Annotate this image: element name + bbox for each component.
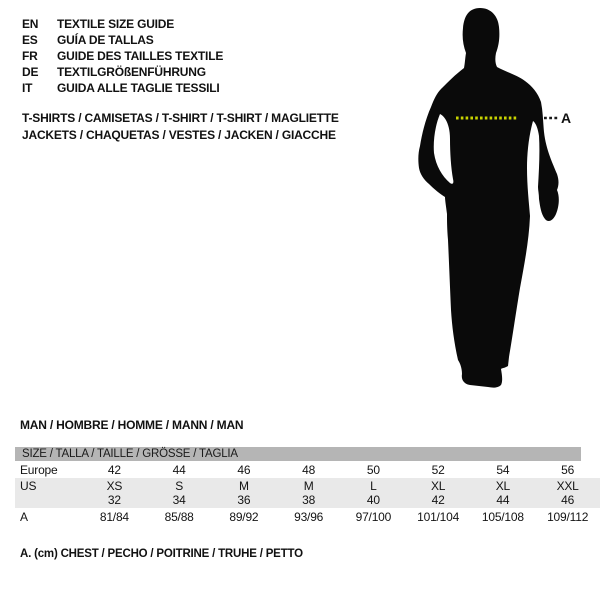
language-code: EN: [22, 17, 39, 31]
size-cell: L: [370, 478, 377, 493]
language-row-es: [22, 32, 223, 48]
size-cell: XL: [430, 478, 446, 493]
size-cell: 109/112: [547, 510, 589, 524]
language-label: GUIDE DES TAILLES TEXTILE: [57, 49, 224, 63]
section-title-man: MAN / HOMBRE / HOMME / MANN / MAN: [20, 418, 244, 432]
size-cell: 56: [561, 462, 575, 477]
size-cell: 40: [366, 493, 380, 507]
size-cell: 38: [302, 493, 316, 507]
size-cell: 54: [496, 462, 510, 477]
table-row-numeric: [15, 493, 600, 508]
size-cell: 105/108: [481, 510, 524, 524]
size-cell: S: [175, 478, 184, 493]
table-row-europe: [15, 461, 600, 478]
language-title-block: [22, 16, 223, 96]
man-silhouette-figure: [400, 0, 600, 400]
language-row-it: [22, 80, 223, 96]
size-table: [15, 447, 600, 526]
size-cell: 46: [561, 493, 575, 507]
man-silhouette-shape: [418, 8, 558, 388]
language-code: IT: [22, 81, 33, 95]
size-cell: 97/100: [355, 510, 392, 524]
measure-label-a: A: [561, 110, 572, 126]
row-label: US: [20, 478, 37, 493]
size-cell: 34: [172, 493, 186, 507]
language-code: ES: [22, 33, 38, 47]
language-label: TEXTILGRÖßENFÜHRUNG: [57, 65, 206, 79]
size-cell: M: [303, 478, 314, 493]
language-row-de: [22, 64, 223, 80]
size-cell: 46: [237, 462, 251, 477]
size-cell: 81/84: [99, 510, 129, 524]
category-line-tshirts: T-SHIRTS / CAMISETAS / T-SHIRT / T-SHIRT / MAGLIETTE: [22, 111, 339, 125]
size-cell: 36: [237, 493, 251, 507]
language-label: TEXTILE SIZE GUIDE: [57, 17, 175, 31]
language-row-fr: [22, 48, 223, 64]
language-code: DE: [22, 65, 39, 79]
size-cell: XL: [495, 478, 511, 493]
size-cell: 50: [366, 462, 380, 477]
size-cell: 44: [172, 462, 186, 477]
language-label: GUÍA DE TALLAS: [57, 33, 154, 47]
size-table-header: SIZE / TALLA / TAILLE / GRÖSSE / TAGLIA: [15, 447, 581, 461]
size-cell: 52: [431, 462, 445, 477]
category-line-jackets: JACKETS / CHAQUETAS / VESTES / JACKEN / GIACCHE: [22, 128, 336, 142]
size-cell: 32: [107, 493, 121, 507]
table-row-us: [15, 478, 600, 493]
size-cell: 42: [431, 493, 445, 507]
table-row-chest-cm: [15, 508, 600, 526]
garment-category-block: [22, 110, 339, 144]
size-cell: 85/88: [164, 510, 194, 524]
size-cell: 93/96: [294, 510, 324, 524]
measurement-footnote: A. (cm) CHEST / PECHO / POITRINE / TRUHE / PETTO: [20, 548, 303, 560]
size-cell: M: [238, 478, 249, 493]
language-row-en: [22, 16, 223, 32]
language-code: FR: [22, 49, 38, 63]
size-cell: XXL: [556, 478, 579, 493]
size-cell: 44: [496, 493, 510, 507]
size-cell: 48: [302, 462, 316, 477]
row-label: A: [20, 510, 28, 524]
row-label: Europe: [20, 462, 58, 477]
size-cell: 101/104: [417, 510, 460, 524]
size-cell: 42: [107, 462, 121, 477]
size-cell: XS: [106, 478, 123, 493]
language-label: GUIDA ALLE TAGLIE TESSILI: [57, 81, 220, 95]
size-cell: 89/92: [229, 510, 259, 524]
